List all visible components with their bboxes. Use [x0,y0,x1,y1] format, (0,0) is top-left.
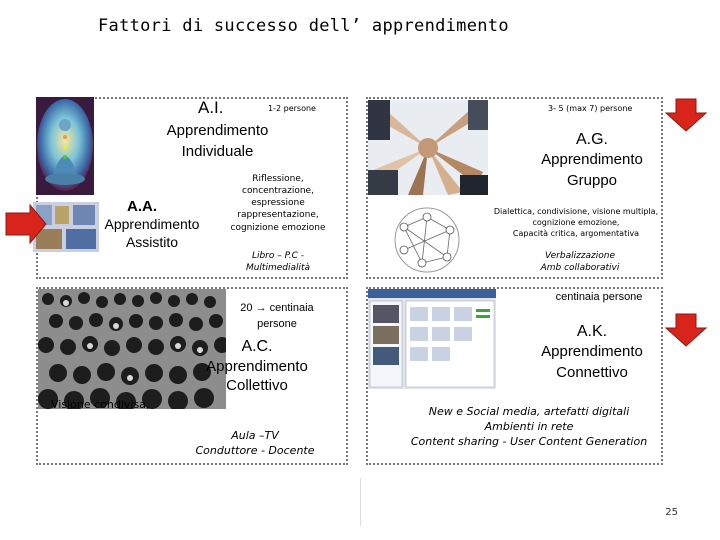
ac-code: A.C. [241,338,273,355]
slide-title: Fattori di successo dell’ apprendimento [98,16,509,36]
ak-name-line2: Connettivo [556,364,628,381]
ak-size: centinaia persone [555,291,643,303]
slide-divider [360,478,362,526]
hands-together-image [368,100,488,195]
ag-code: A.G. [575,131,608,148]
meditation-image [36,97,94,195]
ac-size-line2: persone [257,318,297,330]
ac-vision: Visione condivisa, [51,398,150,411]
ag-description: Dialettica, condivisione, visione multipla, cognizione emozione, Capacità critica, argomentativa [493,207,659,238]
ak-tools: New e Social media, artefatti digitali Ambienti in rete Content sharing - User Content Generation [410,405,648,448]
left-arrow-icon [2,203,48,245]
aa-name-line1: Apprendimento [104,216,200,232]
ai-tools: Libro – P.C - Multimedialità [245,251,311,274]
page-number: 25 [665,507,678,518]
ai-name-line2: Individuale [181,143,254,160]
ai-code: A.I. [198,98,224,117]
ac-size-line1: 20 → centinaia [240,302,314,314]
ag-size: 3- 5 (max 7) persone [548,104,633,113]
ag-tools: Verbalizzazione Amb collaborativi [540,251,620,274]
ak-name-line1: Apprendimento [541,343,643,360]
ag-name-line2: Gruppo [566,172,618,189]
ag-name-line1: Apprendimento [541,151,643,168]
bottom-right-arrow-icon [664,312,708,348]
top-right-arrow-icon [664,97,708,133]
aa-name-line2: Assistito [125,234,179,250]
ai-size: 1-2 persone [268,104,316,113]
ai-name-line1: Apprendimento [166,122,269,139]
aa-code: A.A. [127,198,157,215]
network-diagram-image [392,205,462,275]
ac-name-line1: Apprendimento [206,358,308,375]
ac-name-line2: Collettivo [226,377,288,394]
ai-description: Riflessione, concentrazione, espressione rappresentazione, cognizione emozione [230,174,326,233]
ac-tools: Aula –TV Conduttore - Docente [195,429,315,457]
ak-code: A.K. [576,323,608,340]
software-screenshot-image [368,289,496,389]
